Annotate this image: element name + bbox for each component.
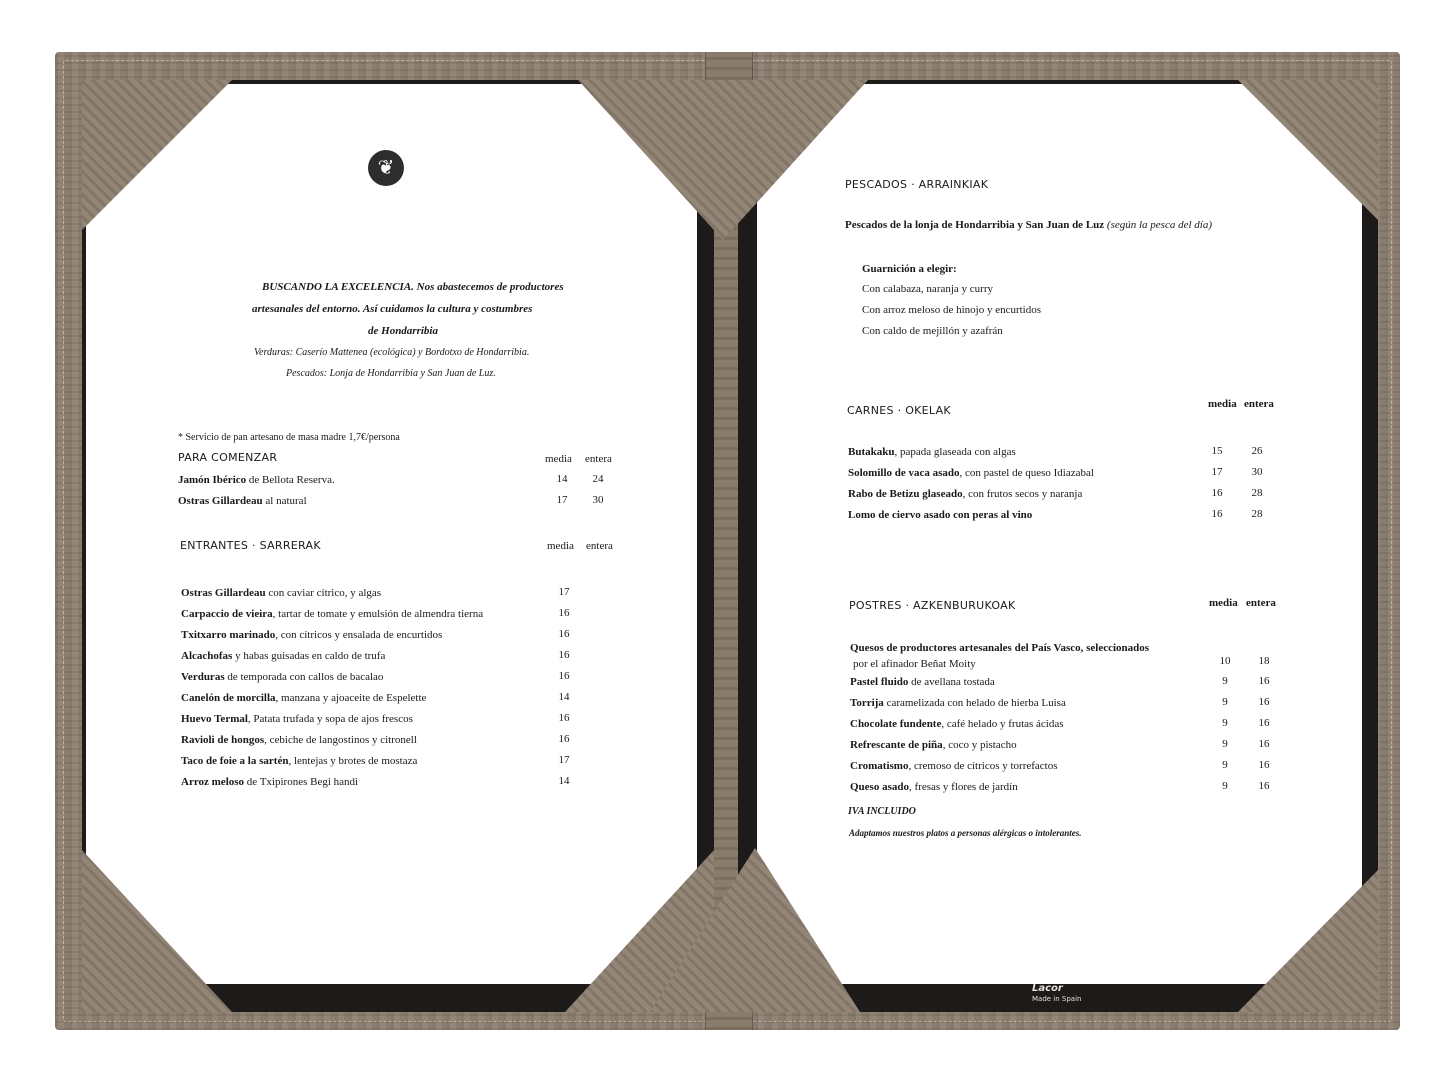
- col-entera-carnes: entera: [1244, 398, 1274, 410]
- entrante-item-name: Arroz meloso: [181, 776, 245, 788]
- entrante-item-desc: con caviar cítrico, y algas: [265, 587, 382, 599]
- entrante-item-media-price: 14: [558, 691, 570, 703]
- entrante-item-media-price: 16: [558, 670, 570, 682]
- col-entera-comenzar: entera: [585, 453, 612, 465]
- entrante-item-desc: , lentejas y brotes de mostaza: [288, 755, 418, 767]
- postre-item-desc: de avellana tostada: [908, 676, 995, 688]
- postre-item: [850, 780, 1018, 794]
- postre-item-entera-price: 16: [1258, 780, 1270, 792]
- entrante-item-name: Alcachofas: [181, 650, 233, 662]
- postre-quesos-media: 10: [1219, 655, 1231, 667]
- section-title-entrantes: ENTRANTES · SARRERAK: [180, 539, 321, 552]
- pescados-lead-note: (según la pesca del día): [1104, 219, 1212, 231]
- entrante-item-media-price: 16: [558, 712, 570, 724]
- garnish-title: Guarnición a elegir:: [862, 263, 957, 275]
- intro-line-3: de Hondarribia: [368, 325, 438, 337]
- comenzar-item-entera-price: 24: [592, 473, 604, 485]
- carne-item-name: Butakaku: [848, 446, 895, 458]
- postre-item: [850, 717, 1064, 731]
- entrante-item-name: Carpaccio de vieira: [181, 608, 273, 620]
- col-entera-entrantes: entera: [586, 540, 613, 552]
- comenzar-item-name: Jamón Ibérico: [178, 474, 247, 486]
- entrante-item-name: Taco de foie a la sartén: [181, 755, 289, 767]
- postre-item-desc: , cremoso de cítricos y torrefactos: [908, 760, 1058, 772]
- carne-item-media-price: 17: [1211, 466, 1223, 478]
- comenzar-item-desc: al natural: [262, 495, 307, 507]
- source-line-1: Verduras: Caserío Mattenea (ecológica) y Bordotxo de Hondarribia.: [254, 347, 530, 358]
- carne-item-media-price: 15: [1211, 445, 1223, 457]
- entrante-item: [181, 691, 426, 705]
- col-media-comenzar: media: [545, 453, 572, 465]
- carne-item-desc: , con frutos secos y naranja: [962, 488, 1083, 500]
- pescados-lead: [845, 218, 1212, 232]
- col-entera-postres: entera: [1246, 597, 1276, 609]
- comenzar-item-name: Ostras Gillardeau: [178, 495, 263, 507]
- carne-item-entera-price: 30: [1251, 466, 1263, 478]
- postre-item: [850, 696, 1066, 710]
- postre-quesos-line-2: por el afinador Beñat Moity: [853, 658, 976, 670]
- postre-item-name: Chocolate fundente: [850, 718, 942, 730]
- entrante-item: [181, 775, 358, 789]
- entrante-item-desc: , manzana y ajoaceite de Espelette: [275, 692, 427, 704]
- entrante-item: [181, 712, 413, 726]
- col-media-entrantes: media: [547, 540, 574, 552]
- entrante-item: [181, 586, 381, 600]
- entrante-item-name: Txitxarro marinado: [181, 629, 276, 641]
- entrante-item-media-price: 17: [558, 586, 570, 598]
- postre-item-name: Refrescante de piña: [850, 739, 943, 751]
- entrante-item-name: Canelón de morcilla: [181, 692, 276, 704]
- postre-item-name: Pastel fluido: [850, 676, 909, 688]
- intro-line-1: BUSCANDO LA EXCELENCIA. Nos abastecemos de productores: [262, 281, 564, 293]
- postre-item-name: Cromatismo: [850, 760, 909, 772]
- carne-item-media-price: 16: [1211, 508, 1223, 520]
- carne-item-desc: , papada glaseada con algas: [894, 446, 1016, 458]
- entrante-item: [181, 733, 417, 747]
- garnish-option-2: Con arroz meloso de hinojo y encurtidos: [862, 304, 1042, 316]
- left-menu-page: [86, 84, 697, 984]
- comenzar-item-media-price: 17: [556, 494, 568, 506]
- postre-item: [850, 675, 995, 689]
- entrante-item-media-price: 16: [558, 628, 570, 640]
- postre-item-desc: , fresas y flores de jardín: [909, 781, 1018, 793]
- postre-item-name: Torrija: [850, 697, 884, 709]
- carne-item-media-price: 16: [1211, 487, 1223, 499]
- allergy-note: Adaptamos nuestros platos a personas alérgicas o intolerantes.: [849, 828, 1082, 838]
- entrante-item-name: Huevo Termal: [181, 713, 248, 725]
- entrante-item: [181, 670, 383, 684]
- bread-note: * Servicio de pan artesano de masa madre 1,7€/persona: [178, 432, 400, 443]
- entrante-item-desc: , Patata trufada y sopa de ajos frescos: [247, 713, 413, 725]
- entrante-item: [181, 649, 385, 663]
- entrante-item-media-price: 14: [558, 775, 570, 787]
- comenzar-item-entera-price: 30: [592, 494, 604, 506]
- postre-item-media-price: 9: [1222, 759, 1228, 771]
- entrante-item-media-price: 17: [558, 754, 570, 766]
- carne-item: [848, 487, 1082, 501]
- section-title-postres: POSTRES · AZKENBURUKOAK: [849, 599, 1016, 612]
- postre-item-entera-price: 16: [1258, 738, 1270, 750]
- section-title-pescados: PESCADOS · ARRAINKIAK: [845, 178, 989, 191]
- postre-item-desc: , café helado y frutas ácidas: [941, 718, 1064, 730]
- carne-item-name: Rabo de Betizu glaseado: [848, 488, 963, 500]
- postre-item-media-price: 9: [1222, 717, 1228, 729]
- postre-item-desc: caramelizada con helado de hierba Luisa: [883, 697, 1066, 709]
- section-title-comenzar: PARA COMENZAR: [178, 451, 278, 464]
- entrante-item-desc: , tartar de tomate y emulsión de almendra tierna: [272, 608, 484, 620]
- garnish-option-3: Con caldo de mejillón y azafrán: [862, 325, 1003, 337]
- carne-item-entera-price: 26: [1251, 445, 1263, 457]
- col-media-carnes: media: [1208, 398, 1237, 410]
- comenzar-item-media-price: 14: [556, 473, 568, 485]
- postre-item-media-price: 9: [1222, 738, 1228, 750]
- right-menu-page: [757, 84, 1362, 984]
- entrante-item-media-price: 16: [558, 607, 570, 619]
- entrante-item: [181, 628, 442, 642]
- entrante-item-desc: , con cítricos y ensalada de encurtidos: [275, 629, 443, 641]
- comenzar-item: [178, 473, 335, 487]
- comenzar-item-desc: de Bellota Reserva.: [246, 474, 335, 486]
- carne-item: [848, 466, 1094, 480]
- carne-item: [848, 445, 1016, 459]
- entrante-item-name: Ostras Gillardeau: [181, 587, 266, 599]
- leaf-icon: ❦: [368, 150, 404, 186]
- postre-item: [850, 759, 1058, 773]
- entrante-item: [181, 754, 417, 768]
- postre-item-name: Queso asado: [850, 781, 909, 793]
- garnish-option-1: Con calabaza, naranja y curry: [862, 283, 994, 295]
- carne-item-entera-price: 28: [1251, 508, 1263, 520]
- entrante-item-desc: de Txipirones Begi handi: [244, 776, 359, 788]
- carne-item-entera-price: 28: [1251, 487, 1263, 499]
- entrante-item-name: Ravioli de hongos: [181, 734, 265, 746]
- postre-item-entera-price: 16: [1258, 696, 1270, 708]
- postre-quesos-entera: 18: [1258, 655, 1270, 667]
- carne-item-desc: , con pastel de queso Idiazabal: [959, 467, 1094, 479]
- entrante-item-desc: y habas guisadas en caldo de trufa: [232, 650, 386, 662]
- postre-item-entera-price: 16: [1258, 675, 1270, 687]
- col-media-postres: media: [1209, 597, 1238, 609]
- source-line-2: Pescados: Lonja de Hondarribia y San Juan de Luz.: [286, 368, 496, 379]
- pescados-lead-text: Pescados de la lonja de Hondarribia y San Juan de Luz: [845, 219, 1105, 231]
- carne-item: [848, 508, 1032, 522]
- entrante-item-name: Verduras: [181, 671, 225, 683]
- entrante-item-desc: de temporada con callos de bacalao: [224, 671, 384, 683]
- postre-item-entera-price: 16: [1258, 759, 1270, 771]
- postre-item-media-price: 9: [1222, 780, 1228, 792]
- postre-quesos-line-1: Quesos de productores artesanales del País Vasco, seleccionados: [850, 642, 1150, 654]
- postre-item: [850, 738, 1017, 752]
- postre-item-media-price: 9: [1222, 696, 1228, 708]
- section-title-carnes: CARNES · OKELAK: [847, 404, 951, 417]
- folder-brand-origin: Made in Spain: [1032, 995, 1082, 1003]
- postre-item-entera-price: 16: [1258, 717, 1270, 729]
- carne-item-name: Lomo de ciervo asado con peras al vino: [848, 509, 1033, 521]
- entrante-item-media-price: 16: [558, 649, 570, 661]
- folder-brand-name: Lacor: [1032, 983, 1063, 994]
- iva-note: IVA INCLUIDO: [848, 806, 916, 817]
- entrante-item-desc: , cebiche de langostinos y citronell: [264, 734, 417, 746]
- postre-item-media-price: 9: [1222, 675, 1228, 687]
- carne-item-name: Solomillo de vaca asado: [848, 467, 960, 479]
- comenzar-item: [178, 494, 307, 508]
- postre-item-desc: , coco y pistacho: [942, 739, 1017, 751]
- intro-line-2: artesanales del entorno. Así cuidamos la cultura y costumbres: [252, 303, 533, 315]
- entrante-item-media-price: 16: [558, 733, 570, 745]
- entrante-item: [181, 607, 483, 621]
